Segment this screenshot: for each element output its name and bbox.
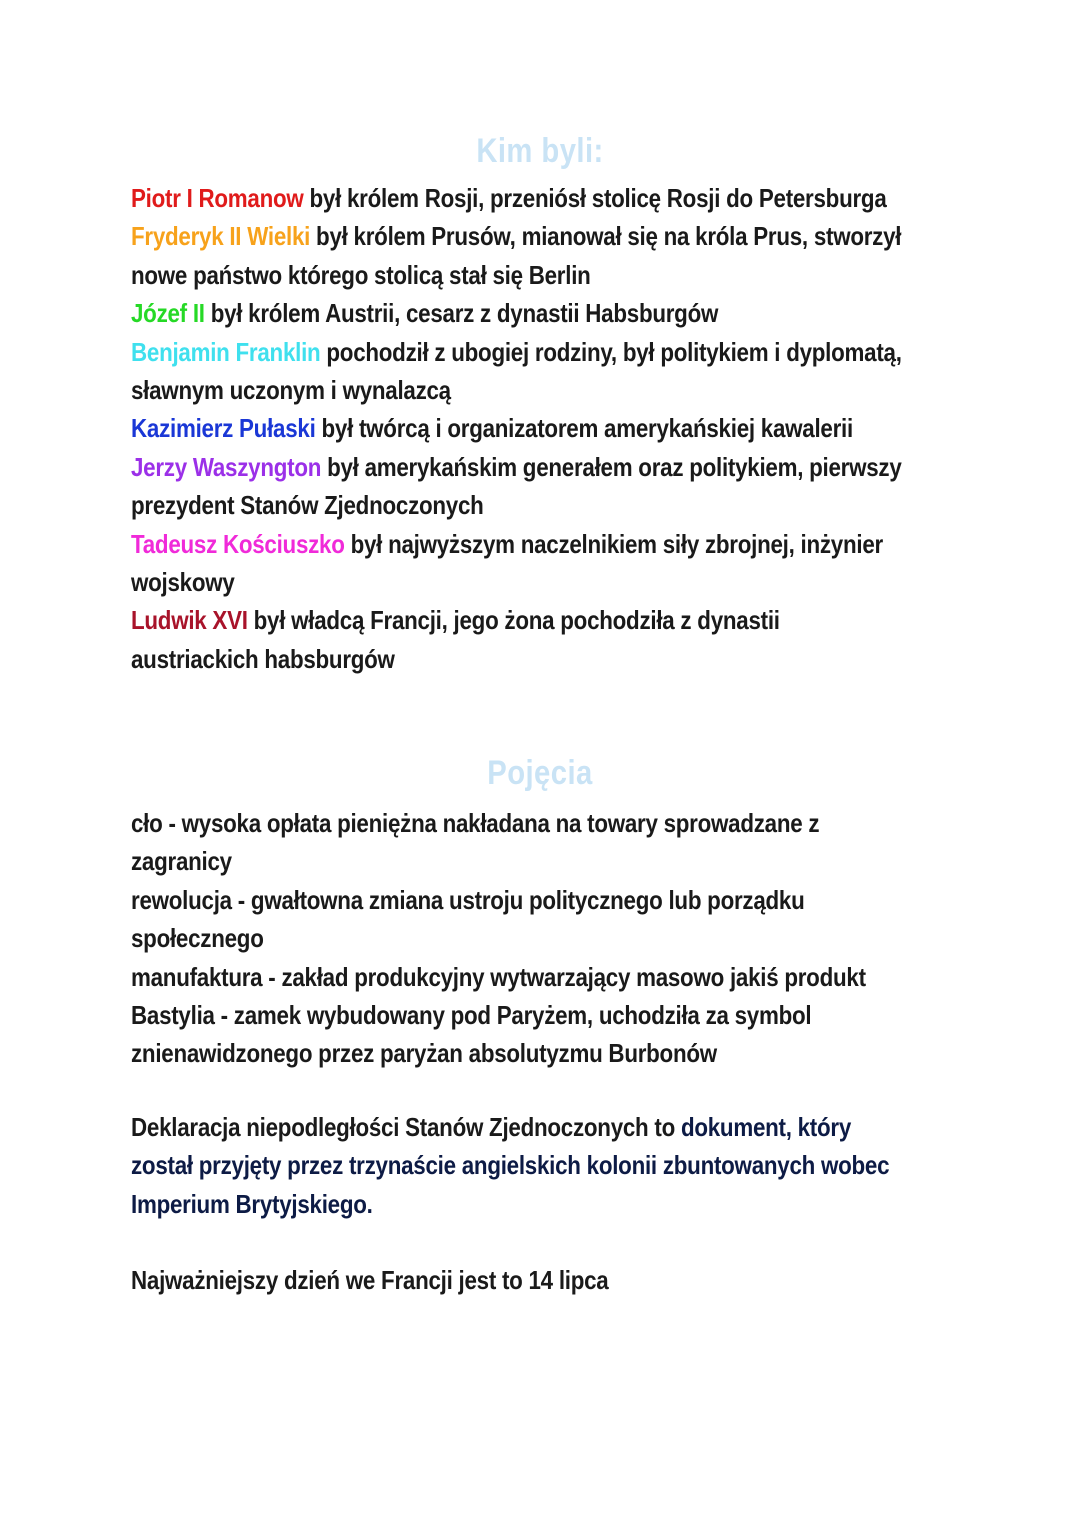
term-line: społecznego <box>131 923 264 954</box>
person-desc: był twórcą i organizatorem amerykańskiej kawalerii <box>321 413 853 444</box>
declaration-line <box>131 1108 948 1146</box>
person-name: Tadeusz Kościuszko <box>131 528 345 559</box>
declaration-line: Imperium Brytyjskiego. <box>131 1188 373 1219</box>
heading-who: Kim byli: <box>476 132 604 170</box>
person-waszyngton <box>131 448 948 486</box>
person-name: Jerzy Waszyngton <box>131 451 322 482</box>
person-desc-cont: wojskowy <box>131 567 235 598</box>
declaration-line: został przyjęty przez trzynaście angielskich kolonii zbuntowanych wobec <box>131 1150 890 1181</box>
person-piotr <box>131 179 948 217</box>
person-name: Kazimierz Pułaski <box>131 413 316 444</box>
person-desc: był władcą Francji, jego żona pochodziła z dynastii <box>253 605 780 636</box>
holiday-sentence <box>131 1261 948 1299</box>
person-name: Józef II <box>131 298 205 329</box>
person-desc-cont: prezydent Stanów Zjednoczonych <box>131 490 484 521</box>
person-desc-cont: sławnym uczonym i wynalazcą <box>131 375 451 406</box>
person-desc: był najwyższym naczelnikiem siły zbrojnej, inżynier <box>350 528 883 559</box>
person-name: Fryderyk II Wielki <box>131 221 311 252</box>
term-line: rewolucja - gwałtowna zmiana ustroju politycznego lub porządku <box>131 884 805 915</box>
term-line: manufaktura - zakład produkcyjny wytwarzający masowo jakiś produkt <box>131 961 866 992</box>
declaration-end: dokument, który <box>680 1112 852 1142</box>
person-jozef <box>131 294 948 332</box>
person-desc: był amerykańskim generałem oraz politykiem, pierwszy <box>327 451 902 482</box>
holiday-line: Najważniejszy dzień we Francji jest to 14 lipca <box>131 1265 609 1295</box>
person-fryderyk <box>131 217 948 255</box>
person-desc: był królem Prusów, mianował się na króla Prus, stworzył <box>316 221 902 252</box>
heading-terms: Pojęcia <box>487 754 593 792</box>
terms-list <box>131 804 948 1073</box>
declaration-start: Deklaracja niepodległości Stanów Zjednoczonych to <box>131 1112 681 1142</box>
person-desc: był królem Austrii, cesarz z dynastii Habsburgów <box>210 298 719 329</box>
person-ludwik <box>131 601 948 639</box>
term-line: znienawidzonego przez paryżan absolutyzmu Burbonów <box>131 1038 717 1069</box>
term-line: cło - wysoka opłata pieniężna nakładana na towary sprowadzane z <box>131 808 820 838</box>
person-franklin <box>131 333 948 371</box>
person-name: Benjamin Franklin <box>131 336 321 367</box>
person-desc-cont: austriackich habsburgów <box>131 643 395 674</box>
declaration-paragraph <box>131 1108 948 1223</box>
person-name: Piotr I Romanow <box>131 183 304 213</box>
person-desc-cont: nowe państwo którego stolicą stał się Berlin <box>131 259 591 290</box>
person-desc: był królem Rosji, przeniósł stolicę Rosji do Petersburga <box>309 183 887 213</box>
people-list <box>131 179 948 678</box>
term-line: zagranicy <box>131 846 232 877</box>
term-line: Bastylia - zamek wybudowany pod Paryżem, uchodziła za symbol <box>131 1000 812 1031</box>
person-kosciuszko <box>131 525 948 563</box>
person-desc: pochodził z ubogiej rodziny, był politykiem i dyplomatą, <box>326 336 902 367</box>
person-pulaski <box>131 409 948 447</box>
person-name: Ludwik XVI <box>131 605 248 636</box>
